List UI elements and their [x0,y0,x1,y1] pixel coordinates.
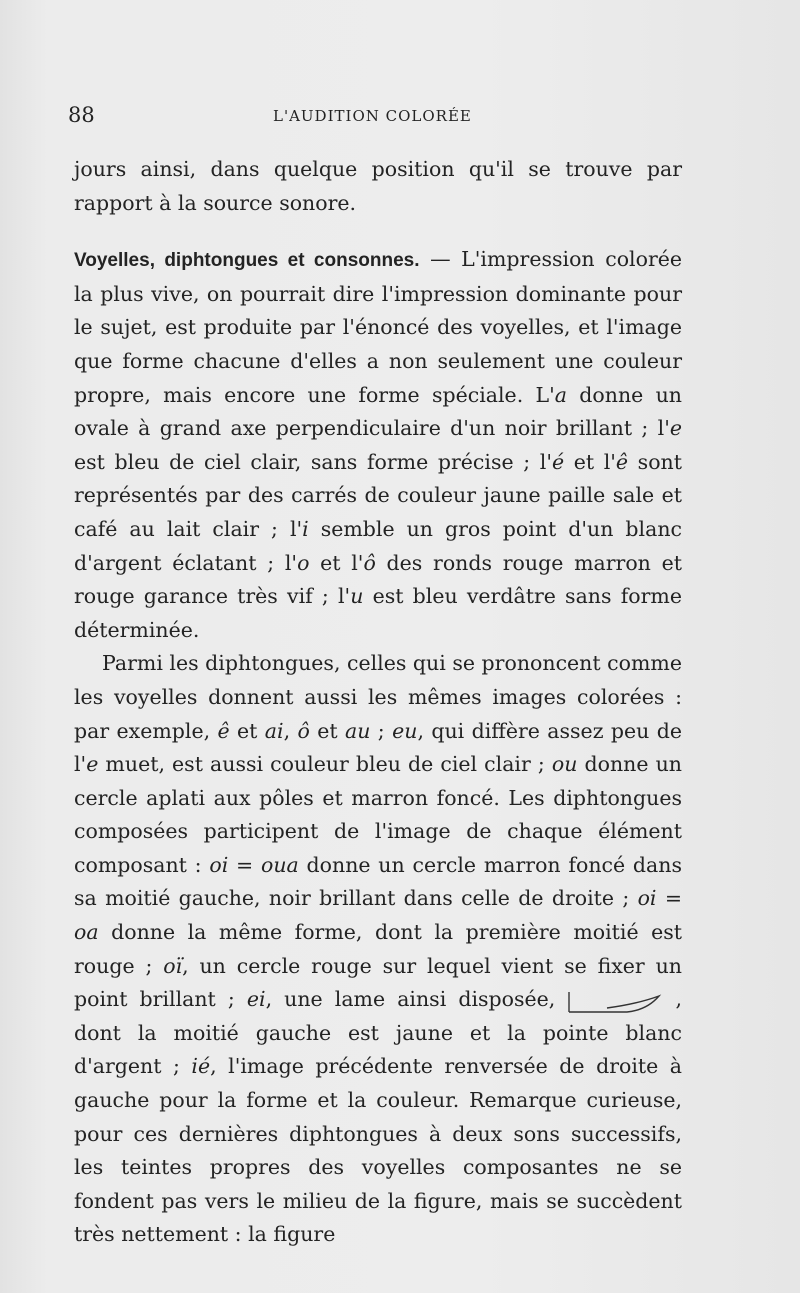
text-run: et [309,718,345,743]
text-run: donne un cercle aplati aux pôles et marron foncé. Les diphtongues composées participent de l'image de chaque élément composant : [74,752,682,877]
text-run: , [283,718,298,743]
text-run: donne un cercle marron foncé dans sa moitié gauche, noir brillant dans celle de droite ; [74,852,682,911]
page-number: 88 [68,103,95,127]
italic-letter: i [302,516,309,541]
text-run: semble un gros point d'un blanc d'argent éclatant ; l' [74,516,683,575]
paragraph-continuation [74,153,682,220]
section-gap [74,220,682,243]
italic-letter: ai [264,718,284,743]
italic-letter: oï [163,953,183,978]
italic-letter: e [86,752,99,777]
text-run: — L'impression colorée la plus vive, on pourrait dire l'impression dominante pour le sujet, est produite par l'énoncé des voyelles, et l'image que forme chacune d'elles a non seulement une couleur propre, mais encore une forme spéciale. L' [74,247,683,407]
italic-letter: o [297,550,310,575]
italic-letter: ei [246,987,266,1012]
italic-letter: ô [363,550,376,575]
italic-letter: ê [615,449,629,474]
text-run: et [229,718,265,743]
text-run: est bleu verdâtre sans forme déterminée. [74,584,682,642]
italic-letter: é [551,449,565,474]
text-run: et l' [564,449,616,474]
italic-letter: a [554,382,567,407]
italic-letter: oi = oua [209,852,299,877]
paragraph-diphtongues [74,647,682,1252]
body-text [74,153,682,1252]
text-run: Parmi les diphtongues, celles qui se prononcent comme les voyelles donnent aussi les mêmes images colorées : par exemple, [74,651,682,743]
italic-letter: e [669,416,682,441]
text-run: est bleu de ciel clair, sans forme précise ; l' [74,449,552,474]
text-run: des ronds rouge marron et rouge garance très vif ; l' [74,550,682,609]
text-run: ; [370,718,393,743]
text-run: et l' [309,550,364,575]
text-run: , une lame ainsi disposée, [265,987,568,1012]
running-head: L'AUDITION COLORÉE [273,107,472,125]
text-run: muet, est aussi couleur bleu de ciel clair ; [98,752,552,777]
text-run: , un cercle rouge sur lequel vient se fixer un point brillant ; [74,953,682,1012]
text-run: donne la même forme, dont la première moitié est rouge ; [74,920,682,978]
text-run: , qui diffère assez peu de l' [74,718,682,777]
page-header [68,103,708,135]
text-run: donne un ovale à grand axe perpendiculaire d'un noir brillant ; l' [74,382,682,441]
text-run: sont représentés par des carrés de couleur jaune paille sale et café au lait clair ; l' [74,449,682,541]
section-heading: Voyelles, diphtongues et consonnes. [74,250,420,272]
italic-letter: ié [191,1054,211,1079]
italic-letter: ô [297,718,310,743]
italic-letter: eu [392,718,418,743]
text-run: , l'image précédente renversée de droite à gauche pour la forme et la couleur. Remarque curieuse, pour ces dernières diphtongues à deux sons successifs, les teintes propres des voyelles composantes ne se fondent pas vers le milieu de la figure, mais se succèdent très nettement : la figure [74,1054,682,1247]
text-run: , dont la moitié gauche est jaune et la pointe blanc d'argent ; [74,987,682,1079]
italic-letter: au [344,718,371,743]
paragraph-voyelles [74,243,682,647]
italic-letter: u [350,584,364,609]
italic-letter: ê [217,718,230,743]
blade-figure-icon [567,988,663,1014]
text-run: jours ainsi, dans quelque position qu'il se trouve par rapport à la source sonore. [74,157,682,215]
italic-letter: oi = oa [74,886,682,945]
italic-letter: ou [551,752,578,777]
